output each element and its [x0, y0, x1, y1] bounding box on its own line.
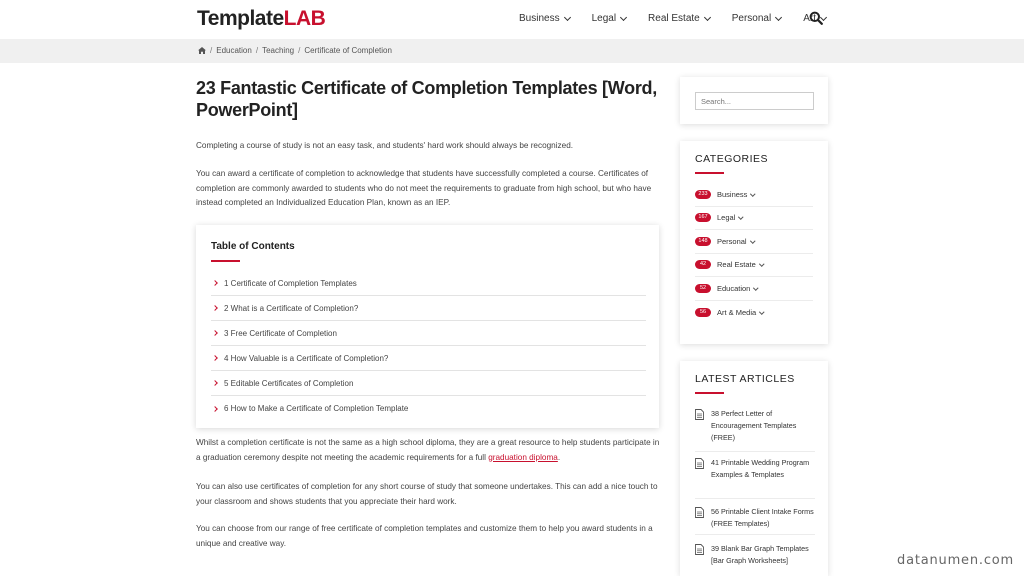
latest-article-item[interactable] [695, 408, 815, 452]
toc-item-label: 4 How Valuable is a Certificate of Completion? [224, 353, 389, 363]
main-nav [519, 13, 826, 24]
chevron-right-icon [212, 406, 218, 412]
toc-item[interactable] [211, 296, 646, 321]
category-item-legal[interactable] [695, 207, 813, 231]
nav-label: Art [803, 13, 816, 24]
category-label: Real Estate [717, 260, 756, 270]
paragraph: You can also use certificates of completion for any short course of study that someone undertakes. This can add a nice touch to your classroom and shows students that you appreciate their hard work. [196, 482, 658, 506]
nav-item-personal[interactable] [732, 13, 781, 24]
graduation-diploma-link[interactable]: graduation diploma [488, 452, 558, 462]
category-item-real-estate[interactable] [695, 254, 813, 278]
toc-title: Table of Contents [211, 241, 295, 252]
latest-articles-widget [680, 361, 828, 576]
toc-divider [211, 260, 240, 262]
count-badge: 148 [695, 237, 711, 246]
latest-articles-title: LATEST ARTICLES [695, 373, 795, 385]
article-link: 41 Printable Wedding Program Examples & Templates [711, 458, 810, 479]
categories-divider [695, 172, 724, 174]
category-item-education[interactable] [695, 277, 813, 301]
latest-article-item[interactable] [695, 506, 815, 535]
paragraph-text: . [557, 452, 561, 462]
paragraph-text: Whilst a completion certificate is not the same as a high school diploma, they are a great resource to help students participate in a graduation ceremony despite not meeting the academic requirements for a full [196, 438, 660, 462]
category-label: Education [717, 283, 751, 293]
category-label: Legal [717, 213, 736, 223]
document-icon [695, 409, 704, 420]
category-label: Art & Media [717, 307, 757, 317]
count-badge: 42 [695, 260, 711, 269]
toc-item-label: 5 Editable Certificates of Completion [224, 378, 354, 388]
breadcrumb-separator: / [298, 46, 301, 55]
nav-item-legal[interactable] [592, 13, 626, 24]
toc-item[interactable] [211, 396, 646, 421]
logo-template-text: Template [197, 7, 284, 30]
count-badge: 52 [695, 284, 711, 293]
category-label: Business [717, 189, 748, 199]
intro-paragraph: Completing a course of study is not an easy task, and students' hard work should always be recognized. [196, 141, 574, 150]
breadcrumb-item-teaching[interactable]: Teaching [262, 46, 295, 55]
breadcrumb-separator: / [255, 46, 259, 55]
search-widget [680, 77, 828, 124]
chevron-down-icon [775, 13, 782, 20]
article-link: 56 Printable Client Intake Forms (FREE Templates) [711, 507, 814, 528]
toc-item[interactable] [211, 346, 646, 371]
chevron-down-icon [704, 13, 711, 20]
latest-article-item[interactable] [695, 457, 815, 499]
document-icon [695, 507, 704, 518]
chevron-right-icon [212, 355, 218, 361]
chevron-down-icon [750, 238, 755, 243]
toc-item[interactable] [211, 321, 646, 346]
page-title: 23 Fantastic Certificate of Completion Templates [Word, PowerPoint] [196, 78, 657, 120]
count-badge: 56 [695, 308, 711, 317]
nav-label: Personal [731, 13, 772, 24]
category-item-business[interactable] [695, 183, 813, 207]
breadcrumb [198, 46, 392, 55]
chevron-down-icon [564, 13, 571, 20]
document-icon [695, 458, 704, 469]
chevron-down-icon [620, 13, 627, 20]
nav-label: Business [519, 13, 560, 24]
toc-item[interactable] [211, 271, 646, 296]
chevron-down-icon [754, 285, 759, 290]
table-of-contents [196, 225, 659, 428]
paragraph: You can award a certificate of completion to acknowledge that students have successfully completed a course. Certificates of completion are commonly awarded to students who do not meet the requirements to graduate from high school, but who have instead completed an Individualized Education Plan, known as an IEP. [196, 169, 652, 207]
site-logo[interactable] [197, 7, 325, 31]
chevron-down-icon [739, 214, 744, 219]
nav-label: Legal [591, 13, 617, 24]
watermark: datanumen.com [897, 553, 1014, 568]
document-icon [695, 544, 704, 555]
toc-item-label: 3 Free Certificate of Completion [224, 328, 337, 338]
category-item-personal[interactable] [695, 230, 813, 254]
latest-articles-divider [695, 392, 724, 394]
toc-item-label: 2 What is a Certificate of Completion? [224, 303, 359, 313]
article-link: 39 Blank Bar Graph Templates [Bar Graph Worksheets] [711, 544, 809, 565]
count-badge: 167 [695, 213, 711, 222]
nav-label: Real Estate [648, 13, 700, 24]
toc-item-label: 6 How to Make a Certificate of Completion Template [224, 404, 409, 413]
breadcrumb-item-current: Certificate of Completion [304, 46, 392, 55]
breadcrumb-separator: / [210, 46, 213, 55]
chevron-right-icon [212, 330, 218, 336]
category-label: Personal [717, 236, 747, 246]
site-header [0, 0, 1024, 39]
toc-list [211, 271, 646, 421]
search-input[interactable] [695, 92, 814, 110]
chevron-down-icon [759, 261, 764, 266]
categories-title: CATEGORIES [695, 153, 769, 165]
search-icon[interactable] [809, 11, 823, 25]
chevron-right-icon [212, 280, 218, 286]
chevron-right-icon [212, 305, 218, 311]
logo-lab-text: LAB [283, 7, 326, 30]
chevron-right-icon [212, 380, 218, 386]
toc-item[interactable] [211, 371, 646, 396]
chevron-down-icon [759, 309, 764, 314]
breadcrumb-bar [0, 39, 1024, 63]
article-link: 38 Perfect Letter of Encouragement Templates (FREE) [711, 409, 797, 442]
count-badge: 233 [695, 190, 711, 199]
paragraph [196, 436, 666, 465]
toc-item-label: 1 Certificate of Completion Templates [224, 278, 357, 288]
nav-item-real-estate[interactable] [648, 13, 710, 24]
chevron-down-icon [751, 191, 756, 196]
latest-article-item[interactable] [695, 543, 815, 576]
category-item-art-media[interactable] [695, 301, 813, 325]
paragraph: You can choose from our range of free certificate of completion templates and customize them to help you award students in a unique and creative way. [196, 524, 653, 548]
categories-widget [680, 141, 828, 344]
nav-item-business[interactable] [519, 13, 570, 24]
breadcrumb-item-education[interactable]: Education [216, 46, 252, 55]
home-icon[interactable] [198, 47, 206, 54]
